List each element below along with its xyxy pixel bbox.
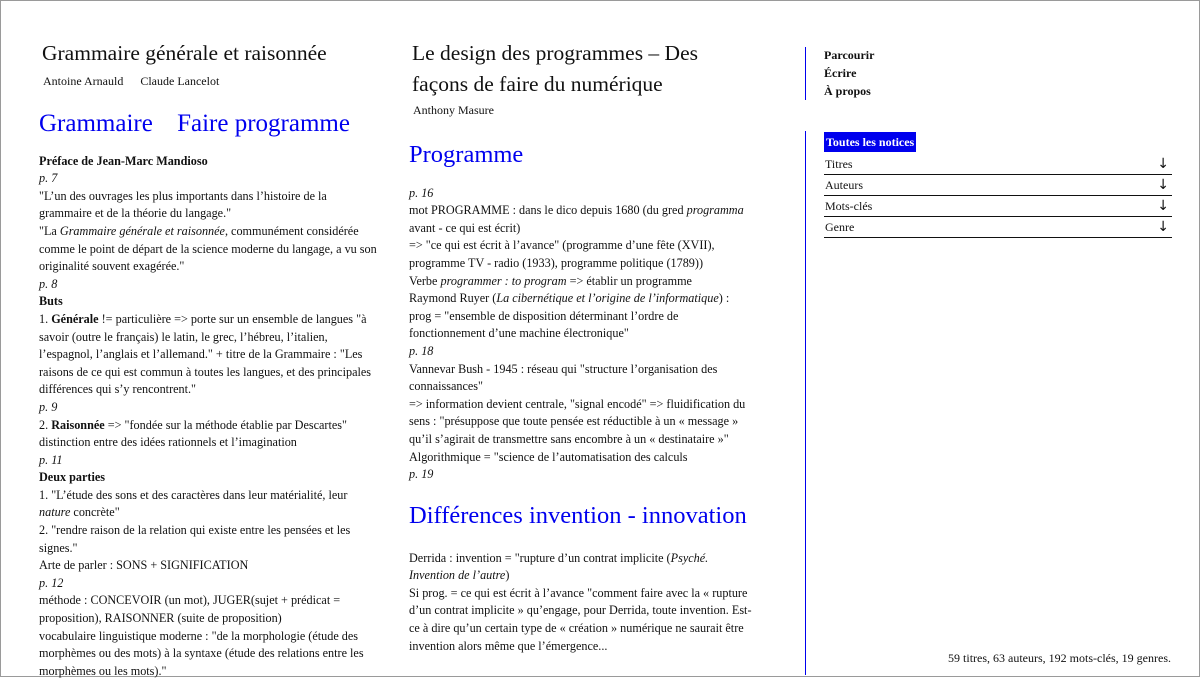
nav-link-ecrire[interactable]: Écrire	[824, 65, 857, 80]
note-heading: Deux parties	[39, 470, 106, 485]
all-notices-button[interactable]: Toutes les notices	[824, 132, 916, 152]
arrow-down-icon: ↓	[1157, 219, 1169, 235]
left-book-authors	[43, 73, 379, 91]
main-nav	[805, 47, 874, 100]
arrow-down-icon: ↓	[1157, 177, 1169, 193]
page-ref: p. 18	[409, 343, 434, 358]
page-ref: p. 19	[409, 467, 434, 482]
note-text: mot PROGRAMME : dans le dico depuis 1680 (du gred programma avant - ce qui est écrit)	[409, 203, 744, 235]
filter-label: Genre	[825, 220, 855, 234]
note-text: => "ce qui est écrit à l’avance" (programme d’une fête (XVII), programme TV - radio (1933), programme politique (1789))	[409, 238, 715, 270]
section-link-faire-programme[interactable]: Faire programme	[177, 109, 350, 137]
section-link-grammaire[interactable]: Grammaire	[39, 109, 153, 137]
note-text: méthode : CONCEVOIR (un mot), JUGER(sujet + prédicat = proposition), RAISONNER (suite de proposition)	[39, 593, 341, 626]
page-ref: p. 9	[39, 399, 58, 414]
note-text: vocabulaire linguistique moderne : "de la morphologie (étude des morphèmes ou des mots) à la syntaxe (étude des relations entre les morphèmes ou les mots)."	[39, 628, 364, 678]
page-ref: p. 11	[39, 452, 63, 467]
center-book-notes-2	[409, 550, 757, 656]
center-book-notice	[409, 38, 757, 655]
collection-stats: 59 titres, 63 auteurs, 192 mots-clés, 19 genres.	[948, 651, 1171, 665]
note-text: 2. Raisonnée => "fondée sur la méthode établie par Descartes"	[39, 417, 347, 432]
note-text: Verbe programmer : to program => établir un programme	[409, 273, 692, 288]
note-text: distinction entre des idées rationnels et l’imagination	[39, 435, 297, 450]
filter-label: Mots-clés	[825, 199, 873, 213]
left-book-title[interactable]: Grammaire générale et raisonnée	[42, 41, 327, 65]
note-text: 2. "rendre raison de la relation qui existe entre les pensées et les signes."	[39, 523, 351, 555]
center-book-title[interactable]: Le design des programmes – Des façons de faire du numérique	[412, 41, 698, 96]
note-text: Raymond Ruyer (La cibernétique et l’origine de l’informatique) :	[409, 291, 730, 306]
note-text: Derrida : invention = "rupture d’un contrat implicite (Psyché. Invention de l’autre)	[409, 550, 709, 583]
page-ref: p. 8	[39, 276, 58, 291]
filter-label: Titres	[825, 157, 853, 171]
note-text: Algorithmique = "science de l’automatisation des calculs	[409, 449, 688, 464]
arrow-down-icon: ↓	[1157, 156, 1169, 172]
nav-link-parcourir[interactable]: Parcourir	[824, 48, 875, 62]
note-text: Si prog. = ce qui est écrit à l’avance "comment faire avec la « rupture d’un contrat implicite » qu’engage, pour Derrida, toute invention. Est-ce à dire qu’un certain type de « création » numérique ne saurait être invention alors même que l’émergence...	[409, 585, 752, 653]
author-link[interactable]: Anthony Masure	[413, 103, 494, 117]
filter-auteurs[interactable]	[824, 175, 1172, 196]
filter-mots-cles[interactable]	[824, 196, 1172, 217]
filter-panel	[805, 131, 1172, 675]
left-book-notes	[39, 153, 379, 680]
arrow-down-icon: ↓	[1157, 198, 1169, 214]
note-text: Vannevar Bush - 1945 : réseau qui "structure l’organisation des connaissances"	[409, 361, 718, 394]
page-ref: p. 7	[39, 171, 58, 186]
center-book-authors	[413, 102, 757, 120]
author-link[interactable]: Claude Lancelot	[140, 74, 220, 88]
filter-titres[interactable]	[824, 154, 1172, 175]
note-text: prog = "ensemble de disposition déterminant l’ordre de fonctionnement d’une machine électronique"	[409, 308, 679, 341]
section-heading-differences[interactable]: Différences invention - innovation	[409, 501, 747, 529]
author-link[interactable]: Antoine Arnauld	[43, 74, 124, 88]
note-text: "L’un des ouvrages les plus importants dans l’histoire de la grammaire et de la théorie du langage."	[39, 188, 327, 221]
note-text: 1. "L’étude des sons et des caractères dans leur matérialité, leur nature concrète"	[39, 487, 348, 520]
note-text: => information devient centrale, "signal encodé" => fluidification du sens : "présuppose que toute pensée est réductible à un « message » qu’il s’agirait de transmettre sans encombre à un « destinataire »"	[409, 396, 746, 446]
page-ref: p. 12	[39, 575, 64, 590]
page-ref: p. 16	[409, 185, 434, 200]
filter-label: Auteurs	[825, 178, 863, 192]
note-text: Arte de parler : SONS + SIGNIFICATION	[39, 558, 249, 573]
note-heading: Buts	[39, 294, 63, 309]
filter-list	[824, 154, 1172, 238]
center-book-notes	[409, 185, 757, 484]
left-book-notice	[39, 38, 379, 680]
note-text: 1. Générale != particulière => porte sur un ensemble de langues "à savoir (outre le français) le latin, le grec, l’hébreu, l’italien, l’espagnol, l’anglais et l’allemand." + titre de la Grammaire : "Les raisons de ce qui est commun à toutes les langues, et des principales différences qui s’y rencontrent."	[39, 311, 372, 397]
nav-link-a-propos[interactable]: À propos	[824, 83, 871, 98]
section-heading-programme[interactable]: Programme	[409, 140, 524, 168]
section-links	[39, 109, 379, 139]
note-heading: Préface de Jean-Marc Mandioso	[39, 153, 208, 168]
note-text: "La Grammaire générale et raisonnée, communément considérée comme le point de départ de la science moderne du langage, a vu son originalité souvent exagérée."	[39, 223, 377, 274]
filter-genre[interactable]	[824, 217, 1172, 238]
